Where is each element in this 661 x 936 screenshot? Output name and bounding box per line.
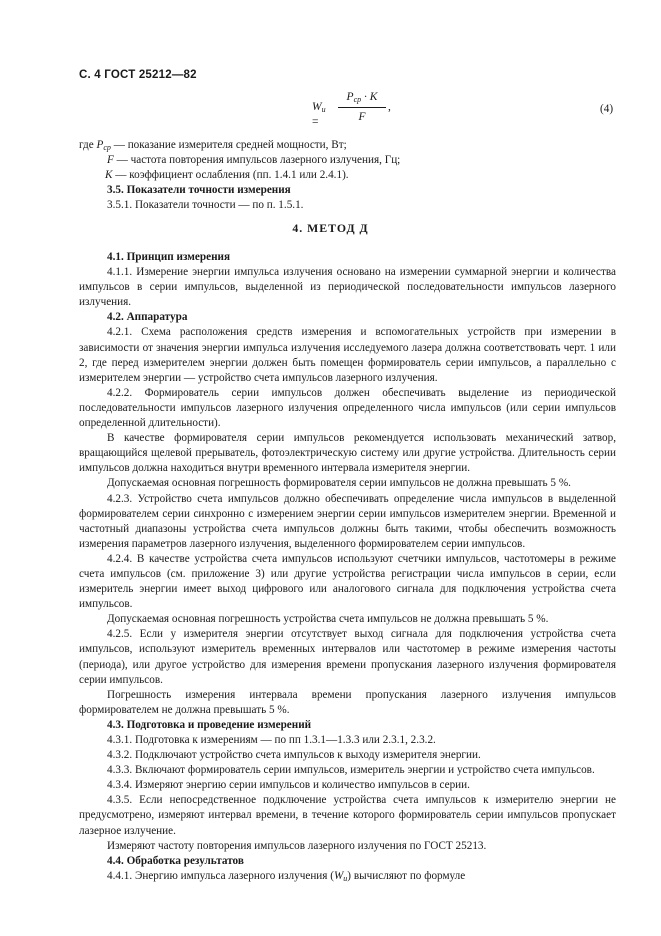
paragraph-4-2-2c: Допускаемая основная погрешность формирователя серии импульсов не должна превышать 5 %. [107, 477, 571, 490]
paragraph-4-2-2b: В качестве формирователя серии импульсов рекомендуется использовать механический затвор, вращающийся щелевой прерыватель, фотоэлектрическую систему или другие устройства. Длительность серии импульсов должна находиться внутри временного интервала измерителя энергии. [79, 432, 616, 475]
heading-4-3: 4.3. Подготовка и проведение измерений [107, 718, 312, 731]
paragraph-4-2-5: 4.2.5. Если у измерителя энергии отсутствует выход сигнала для подключения устройства счета импульсов, используют измеритель временных интервалов или частотомер в режиме измерения частоты (периода), или другое устройство для измерения времени пропускания лазерного излучения формирователя серии импульсов. [79, 628, 616, 686]
page-header: С. 4 ГОСТ 25212—82 [79, 69, 197, 81]
paragraph-4-1-1: 4.1.1. Измерение энергии импульса излучения основано на измерении суммарной энергии и количества импульсов в серии импульсов, выделенной из периодической последовательности импульсов лазерного излучения. [79, 266, 616, 309]
heading-4-2: 4.2. Аппаратура [107, 311, 188, 324]
formula-comma: , [388, 101, 391, 113]
paragraph-4-2-1: 4.2.1. Схема расположения средств измерения и вспомогательных устройств при измерении в зависимости от значения энергии импульса излучения исследуемого лазера должна соответствовать черт. 1 или 2, где перед измерителем энергии должен быть помещен формирователь серии импульсов, а параллельно с измерителем энергии — устройство счета импульсов лазерного излучения. [79, 326, 616, 384]
paragraph-4-2-3: 4.2.3. Устройство счета импульсов должно обеспечивать определение числа импульсов в выделенной формирователем серии синхронно с измерением энергии серии импульсов измерителем энергии. Временной и частотный диапазоны устройства счета импульсов должны быть такими, чтобы обеспечить возможность измерения параметров лазерного излучения, выделенного формирователем серии импульсов. [79, 492, 616, 550]
paragraph-4-3-3: 4.3.3. Включают формирователь серии импульсов, измеритель энергии и устройство счета импульсов. [107, 764, 595, 777]
formula-lhs: $W_и$ = [312, 101, 326, 129]
heading-4-1: 4.1. Принцип измерения [107, 251, 231, 263]
formula-fraction [338, 90, 386, 125]
paragraph-4-3-5: 4.3.5. Если непосредственное подключение устройства счета импульсов к измерителю энергии не предусмотрено, измеряют интервал времени, в течение которого формирователь серии импульсов пропускает лазерное излучение. [79, 794, 616, 837]
paragraph-4-2-4b: Допускаемая основная погрешность устройства счета импульсов не должна превышать 5 %. [107, 613, 549, 626]
legend-line-f: F — частота повторения импульсов лазерного излучения, Гц; [107, 154, 401, 167]
legend-line-k: K — коэффициент ослабления (пп. 1.4.1 или 2.4.1). [105, 169, 349, 182]
paragraph-4-2-2: 4.2.2. Формирователь серии импульсов должен обеспечивать выделение из периодической последовательности импульсов лазерного излучения определенного числа импульсов (или серии импульсов определенной длительности). [79, 386, 616, 430]
heading-4-4: 4.4. Обработка результатов [107, 854, 244, 867]
paragraph-4-3-5b: Измеряют частоту повторения импульсов лазерного излучения по ГОСТ 25213. [107, 839, 487, 852]
paragraph-4-3-4: 4.3.4. Измеряют энергию серии импульсов и количество импульсов в серии. [107, 779, 470, 792]
formula-legend [79, 138, 616, 213]
heading-3-5: 3.5. Показатели точности измерения [107, 184, 291, 197]
legend-line-p: где $P_{ср}$ — показание измерителя средней мощности, Вт; [79, 139, 347, 152]
paragraph-4-3-1: 4.3.1. Подготовка к измерениям — по пп 1.3.1—1.3.3 или 2.3.1, 2.3.2. [107, 734, 436, 746]
section-body [79, 250, 616, 884]
paragraph-4-3-2: 4.3.2. Подключают устройство счета импульсов к выходу измерителя энергии. [107, 749, 481, 762]
equation-number: (4) [600, 103, 614, 115]
paragraph-4-2-4: 4.2.4. В качестве устройства счета импульсов используют счетчики импульсов, частотомеры в режиме счета импульсов (см. приложение 3) или другие устройства регистрации числа импульсов в серии, если измеритель энергии имеет выход цифрового или аналогового сигнала для подключения устройства счета импульсов. [79, 552, 616, 611]
paragraph-4-4-1: 4.4.1. Энергию импульса лазерного излучения $(W_и)$ вычисляют по формуле [107, 869, 466, 883]
formula-numerator: $P_{ср} \cdot K$ [346, 91, 378, 104]
paragraph-3-5-1: 3.5.1. Показатели точности — по п. 1.5.1. [107, 199, 304, 212]
section-title: 4. МЕТОД Д [292, 221, 369, 235]
paragraph-4-2-5b: Погрешность измерения интервала времени пропускания лазерного излучения импульсов формирователем не должна превышать 5 %. [79, 688, 616, 716]
formula-denominator: F [358, 111, 366, 124]
